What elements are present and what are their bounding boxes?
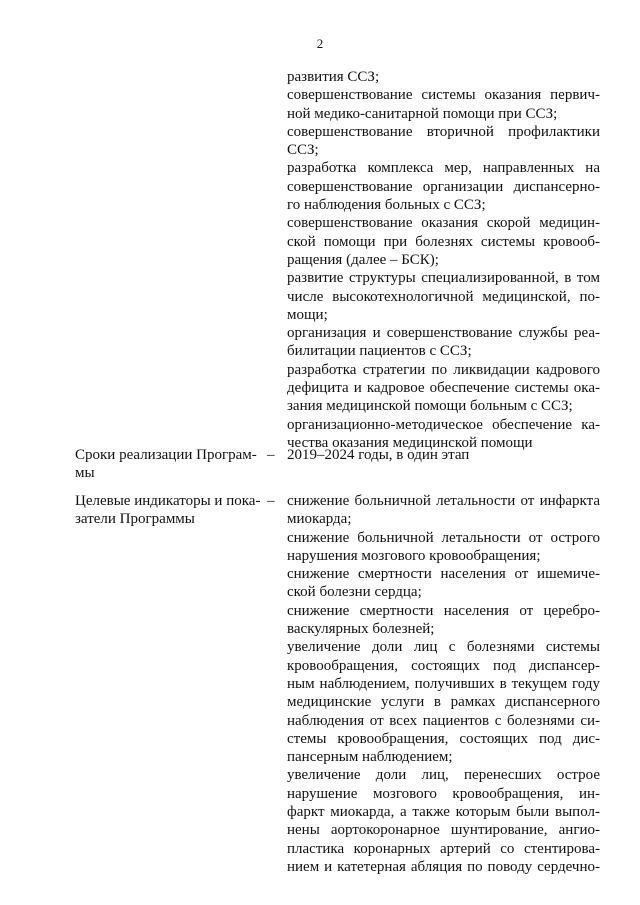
text-line: увеличение доли лиц с болезнями системы — [287, 639, 600, 656]
terms-label — [75, 446, 275, 483]
text-line: развитие структуры специализированной, в том — [287, 270, 600, 287]
text-line: стемы кровообращения, состоящих под дис- — [287, 730, 600, 747]
text-line: кровообращения, состоящих под диспансер- — [287, 657, 600, 674]
indicators-value — [287, 492, 600, 876]
text-line: организационно-методическое обеспечение ка- — [287, 416, 600, 433]
text-line: ской болезни сердца; — [287, 584, 422, 601]
text-line: нарушения мозгового кровообращения; — [287, 547, 541, 564]
continuation-block — [287, 68, 600, 452]
text-line: развития ССЗ; — [287, 69, 380, 85]
text-line: совершенствование вторичной профилактики — [287, 123, 600, 140]
text-line: нены аортокоронарное шунтирование, ангио- — [287, 822, 600, 839]
text-line: снижение смертности населения от церебро- — [287, 602, 600, 619]
label-line: мы — [75, 465, 95, 482]
text-line: совершенствование системы оказания первич- — [287, 87, 600, 104]
label-line: Сроки реализации Програм- — [75, 447, 257, 463]
text-line: 2019–2024 годы, в один этап — [287, 447, 470, 463]
text-line: снижение больничной летальности от острого — [287, 529, 600, 546]
text-line: пластика коронарных артерий со стентирова- — [287, 840, 600, 857]
text-line: дефицита и кадровое обеспечение системы ока- — [287, 380, 600, 397]
text-line: наблюдения от всех пациентов с болезнями си- — [287, 712, 600, 729]
text-line: зания медицинской помощи больным с ССЗ; — [287, 398, 573, 415]
text-line: васкулярных болезней; — [287, 621, 435, 638]
text-line: го наблюдения больных с ССЗ; — [287, 197, 486, 214]
terms-value — [287, 446, 600, 464]
text-line: ным наблюдением, получивших в текущем году — [287, 675, 600, 692]
text-line: нарушение мозгового кровообращения, ин- — [287, 785, 600, 802]
text-line: фаркт миокарда, а также которым были выпол- — [287, 804, 600, 821]
text-line: числе высокотехнологичной медицинской, по- — [287, 288, 600, 305]
text-line: совершенствование оказания скорой медицин- — [287, 215, 600, 232]
page-number: 2 — [316, 36, 324, 51]
text-line: чества оказания медицинской помощи — [287, 434, 533, 451]
text-line: разработка стратегии по ликвидации кадрового — [287, 361, 600, 378]
text-line: нием и катетерная абляция по поводу сердечно- — [287, 858, 600, 875]
text-line: разработка комплекса мер, направленных на — [287, 160, 600, 177]
text-line: билитации пациентов с ССЗ; — [287, 343, 472, 360]
label-line: затели Программы — [75, 511, 195, 528]
indicators-label — [75, 492, 275, 529]
text-line: снижение смертности населения от ишемиче- — [287, 566, 600, 583]
terms-dash: – — [267, 447, 275, 463]
text-line: мощи; — [287, 306, 328, 323]
text-line: миокарда; — [287, 511, 352, 528]
text-line: пансерным наблюдением; — [287, 749, 453, 766]
text-line: ращения (далее – БСК); — [287, 251, 439, 268]
text-line: совершенствование организации диспансерно- — [287, 178, 600, 195]
text-line: увеличение доли лиц, перенесших острое — [287, 767, 600, 784]
indicators-dash: – — [267, 493, 275, 509]
text-line: снижение больничной летальности от инфаркта — [287, 493, 600, 509]
text-line: медицинские услуги в рамках диспансерного — [287, 694, 600, 711]
label-line: Целевые индикаторы и пока- — [75, 493, 261, 509]
text-line: ской помощи при болезнях системы кровооб- — [287, 233, 600, 250]
text-line: организация и совершенствование службы реа- — [287, 325, 600, 342]
text-line: ной медико-санитарной помощи при ССЗ; — [287, 105, 558, 122]
text-line: ССЗ; — [287, 142, 319, 159]
